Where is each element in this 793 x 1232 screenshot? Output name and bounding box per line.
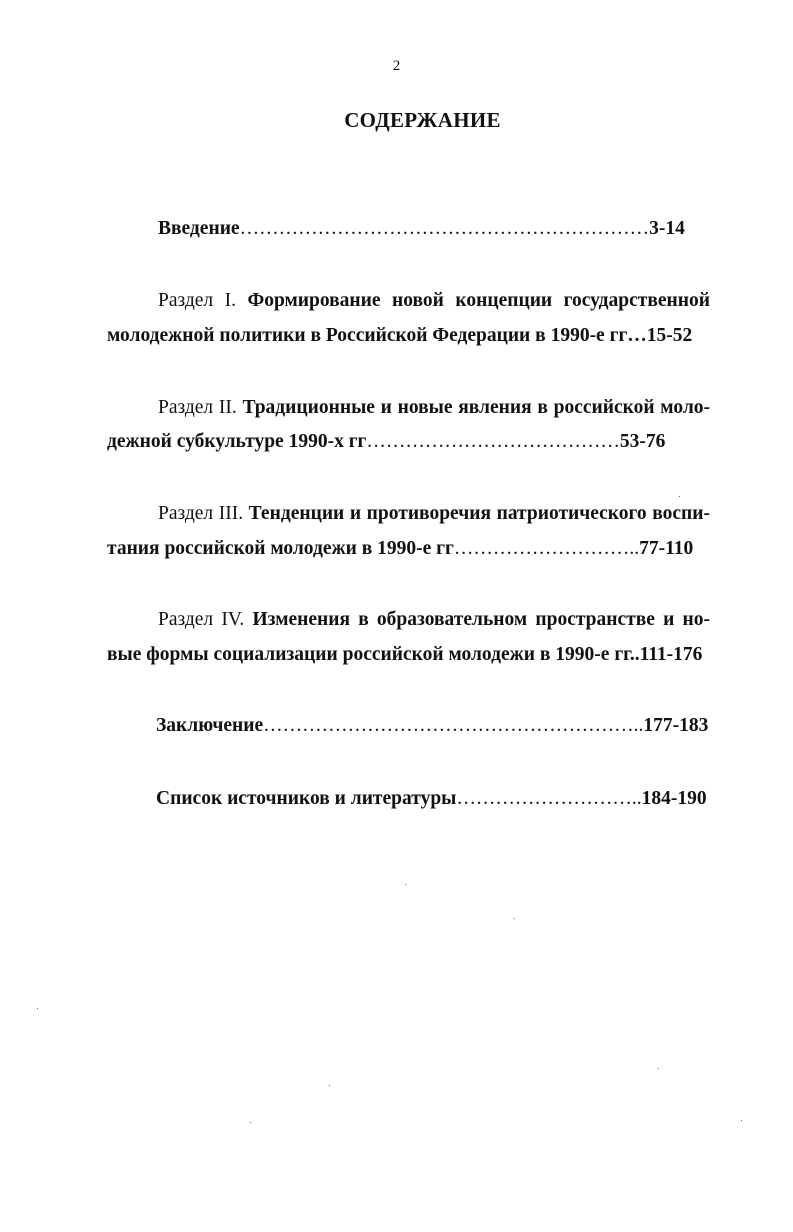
toc-entry-sources — [156, 787, 707, 811]
toc-entry-section1-line2 — [107, 324, 692, 348]
toc-section1-line2: молодежной политики в Российской Федерации в 1990-е гг…15-52 — [107, 325, 693, 346]
toc-section2-prefix: Раздел II. — [158, 397, 237, 418]
scan-speck — [514, 918, 515, 919]
toc-entry-section2-line2 — [107, 430, 665, 454]
toc-conclusion-pages: 177-183 — [643, 715, 709, 736]
toc-entry-section3-line1 — [158, 502, 710, 526]
toc-section2-label: дежной субкультуре 1990-х гг — [107, 431, 367, 452]
toc-section3-prefix: Раздел III. — [158, 503, 244, 524]
scan-speck — [405, 884, 406, 885]
toc-section4-line2: вые формы социализации российской молодежи в 1990-е гг..111-176 — [107, 644, 703, 665]
scan-speck — [741, 1120, 742, 1121]
toc-sources-pages: 184-190 — [641, 788, 707, 809]
toc-section3-dots: ……………………….. — [453, 538, 640, 559]
toc-section4-prefix: Раздел IV. — [158, 609, 245, 630]
toc-conclusion-dots: ………………………………………………….. — [263, 715, 644, 736]
toc-section2-pages: 53-76 — [619, 431, 666, 452]
scan-speck — [658, 1068, 659, 1069]
toc-entry-section3-line2 — [107, 537, 693, 561]
toc-intro-label: Введение — [158, 218, 240, 239]
toc-section4-line1: Изменения в образовательном пространстве и но- — [252, 609, 710, 630]
toc-conclusion-label: Заключение — [156, 715, 264, 736]
page-title: СОДЕРЖАНИЕ — [344, 108, 501, 132]
toc-section1-prefix: Раздел I. — [158, 290, 236, 311]
toc-entry-conclusion — [156, 714, 708, 738]
toc-section1-line1: Формирование новой концепции государственной — [247, 290, 710, 311]
toc-entry-section2-line1 — [158, 396, 710, 420]
scan-speck — [329, 1085, 330, 1086]
scan-speck — [250, 1122, 251, 1123]
toc-entry-section4-line1 — [158, 608, 710, 632]
scan-speck — [37, 1008, 38, 1009]
toc-section2-dots: ………………………………… — [366, 431, 620, 452]
toc-sources-dots: ……………………….. — [456, 788, 642, 809]
toc-section3-label: тания российской молодежи в 1990-е гг — [107, 538, 454, 559]
toc-intro-pages: 3-14 — [649, 218, 685, 239]
toc-entry-section1-line1 — [158, 289, 710, 313]
toc-sources-label: Список источников и литературы — [156, 788, 457, 809]
scan-speck — [679, 496, 680, 497]
toc-entry-section4-line2 — [107, 643, 702, 667]
toc-entry-intro — [158, 217, 685, 241]
toc-section3-line1: Тенденции и противоречия патриотического воспи- — [248, 503, 711, 524]
toc-section3-pages: 77-110 — [639, 538, 694, 559]
page-number: 2 — [392, 58, 401, 74]
toc-section2-line1: Традиционные и новые явления в российской моло- — [242, 397, 710, 418]
toc-intro-dots: ……………………………………………………… — [239, 218, 650, 239]
